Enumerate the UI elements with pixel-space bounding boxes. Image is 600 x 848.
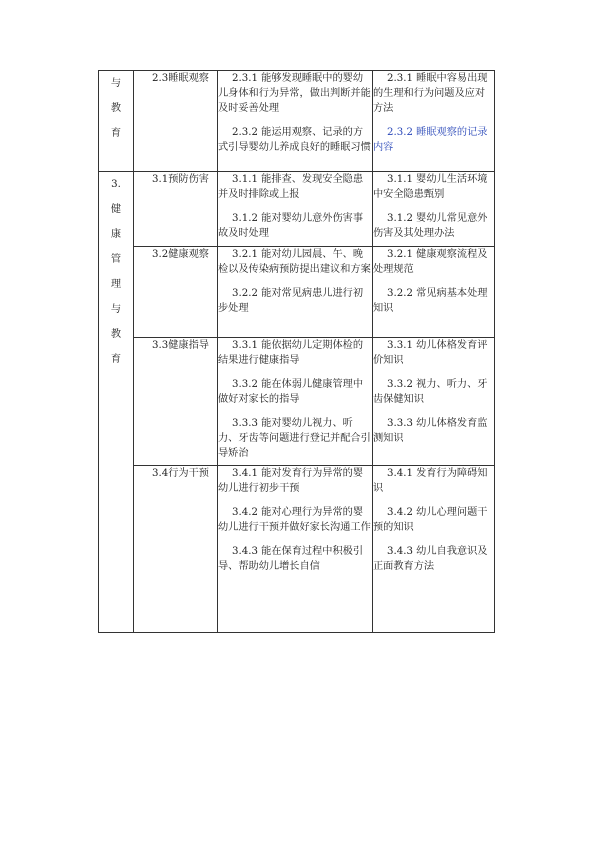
- domain-char: 育: [110, 128, 122, 139]
- table-row: [99, 71, 495, 172]
- skill-item: 3.4.1 能对发育行为异常的婴幼儿进行初步干预: [218, 468, 364, 494]
- skill-cell: [218, 71, 373, 172]
- domain-char: 3.: [111, 179, 121, 190]
- skill-cell: [218, 338, 373, 466]
- table-row: [99, 172, 495, 247]
- skill-item: 3.3.1 能依据幼儿定期体检的结果进行健康指导: [218, 340, 364, 366]
- knowledge-cell: [373, 247, 495, 338]
- knowledge-item: 3.4.1 发育行为障碍知识: [373, 468, 488, 494]
- domain-char: 与: [110, 78, 122, 89]
- domain-cell-3: [99, 172, 134, 633]
- knowledge-cell: [373, 172, 495, 247]
- sub-item-behavior-intervention: 3.4行为干预: [134, 466, 218, 633]
- knowledge-item: 3.2.1 健康观察流程及处理规范: [373, 249, 488, 275]
- skill-item: 3.3.2 能在体弱儿健康管理中做好对家长的指导: [218, 379, 364, 405]
- skill-item: 2.3.1 能够发现睡眠中的婴幼儿身体和行为异常，做出判断并能及时妥善处理: [218, 73, 371, 114]
- table-row: [99, 247, 495, 338]
- table-row: [99, 466, 495, 633]
- domain-char: 育: [110, 354, 122, 365]
- skill-item: 3.1.1 能排查、发现安全隐患并及时排除或上报: [218, 174, 364, 200]
- domain-char: 教: [110, 329, 122, 340]
- domain-char: 健: [110, 204, 122, 215]
- knowledge-item: 3.3.1 幼儿体格发育评价知识: [373, 340, 488, 366]
- knowledge-item: 3.3.2 视力、听力、牙齿保健知识: [373, 379, 488, 405]
- sub-item-health-observation: 3.2健康观察: [134, 247, 218, 338]
- knowledge-item: 3.1.2 婴幼儿常见意外伤害及其处理办法: [373, 213, 488, 239]
- domain-char: 康: [110, 229, 122, 240]
- knowledge-cell: [373, 466, 495, 633]
- knowledge-item: 3.3.3 幼儿体格发育监测知识: [373, 418, 488, 444]
- knowledge-item: 3.4.3 幼儿自我意识及正面教育方法: [373, 546, 488, 572]
- domain-char: 教: [110, 103, 122, 114]
- knowledge-item-highlight: 2.3.2 睡眠观察的记录内容: [373, 127, 488, 153]
- knowledge-item: 3.4.2 幼儿心理问题干预的知识: [373, 507, 488, 533]
- domain-cell-2: [99, 71, 134, 172]
- skill-item: 3.3.3 能对婴幼儿视力、听力、牙齿等问题进行登记并配合引导矫治: [218, 418, 371, 459]
- skill-item: 3.2.1 能对幼儿园晨、午、晚检以及传染病预防提出建议和方案: [218, 249, 371, 275]
- skill-cell: [218, 466, 373, 633]
- skill-item: 3.2.2 能对常见病患儿进行初步处理: [218, 288, 364, 314]
- sub-item-sleep-observation: 2.3睡眠观察: [134, 71, 218, 172]
- skill-cell: [218, 172, 373, 247]
- sub-item-health-guidance: 3.3健康指导: [134, 338, 218, 466]
- skill-item: 2.3.2 能运用观察、记录的方式引导婴幼儿养成良好的睡眠习惯: [218, 127, 371, 153]
- skill-item: 3.4.2 能对心理行为异常的婴幼儿进行干预并做好家长沟通工作: [218, 507, 371, 533]
- skill-item: 3.4.3 能在保育过程中积极引导、帮助幼儿增长自信: [218, 546, 364, 572]
- knowledge-item: 2.3.1 睡眠中容易出现的生理和行为问题及应对方法: [373, 73, 488, 114]
- sub-item-injury-prevention: 3.1预防伤害: [134, 172, 218, 247]
- table-row: [99, 338, 495, 466]
- knowledge-cell: [373, 338, 495, 466]
- domain-char: 与: [110, 304, 122, 315]
- standards-table: [98, 70, 495, 633]
- skill-item: 3.1.2 能对婴幼儿意外伤害事故及时处理: [218, 213, 364, 239]
- knowledge-item: 3.1.1 婴幼儿生活环境中安全隐患甄别: [373, 174, 488, 200]
- knowledge-cell: [373, 71, 495, 172]
- domain-char: 理: [110, 279, 122, 290]
- knowledge-item: 3.2.2 常见病基本处理知识: [373, 288, 488, 314]
- skill-cell: [218, 247, 373, 338]
- domain-char: 管: [110, 254, 122, 265]
